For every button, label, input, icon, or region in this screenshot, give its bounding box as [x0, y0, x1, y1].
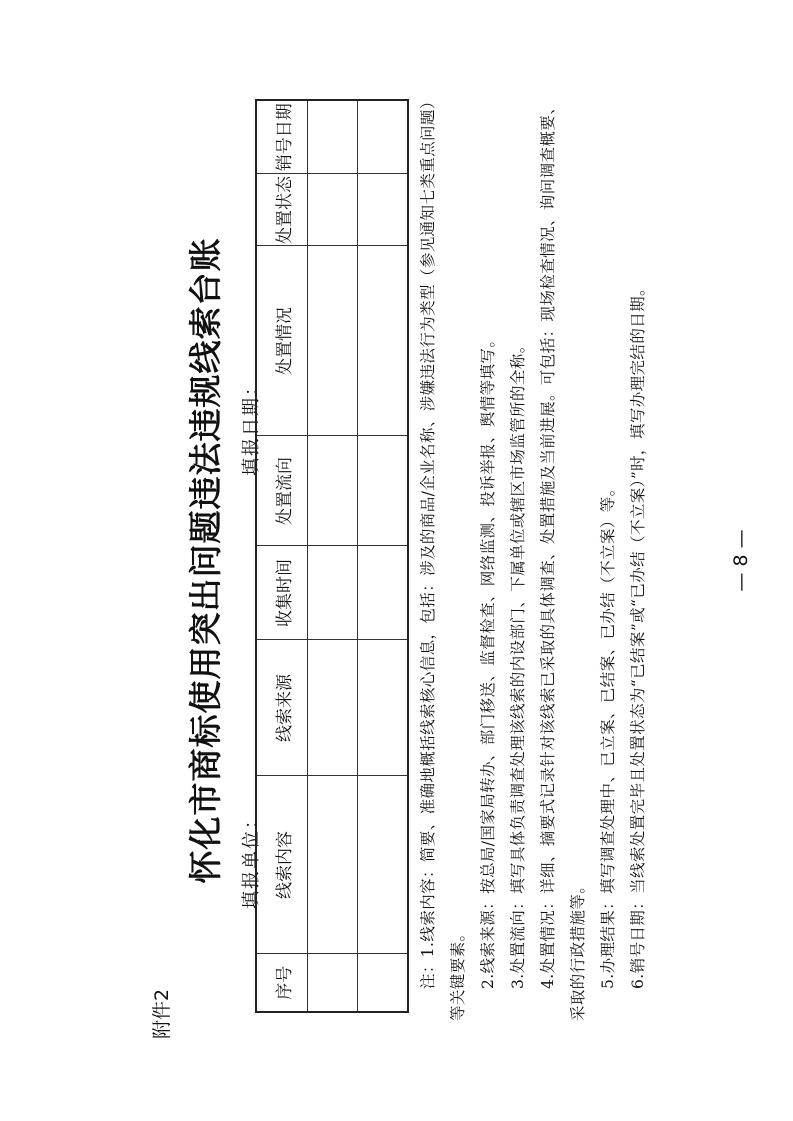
- table-row: [308, 100, 358, 1012]
- header-disposal-direction: 处置流向: [256, 436, 308, 546]
- header-clue-source: 线索来源: [256, 640, 308, 776]
- header-disposal-status: 处置状态: [256, 174, 308, 246]
- table-cell: [358, 246, 409, 436]
- table-cell: [358, 436, 409, 546]
- table-cell: [308, 546, 358, 640]
- header-disposal-situation: 处置情况: [256, 246, 308, 436]
- table-cell: [308, 776, 358, 954]
- table-cell: [308, 954, 358, 1012]
- header-collection-time: 收集时间: [256, 546, 308, 640]
- page-number: — 8 —: [730, 529, 752, 592]
- note-line: 注：1.线索内容：简要、准确地概括线索核心信息，包括：涉及的商品/企业名称、涉嫌违法行为类型（参见通知七类重点问题）: [419, 93, 437, 989]
- notes-section: [413, 93, 653, 1021]
- table-cell: [358, 776, 409, 954]
- table-cell: [358, 546, 409, 640]
- note-line: 5.办理结果：填写调查处理中、已立案、已结案、已办结（不立案）等。: [599, 480, 617, 989]
- table-cell: [308, 246, 358, 436]
- note-line: 4.处置情况：详细、摘要式记录针对该线索已采取的具体调查、处置措施及当前进展。可包括：现场检查情况、询问调查概要、: [539, 98, 557, 989]
- header-serial: 序号: [256, 954, 308, 1012]
- table-cell: [308, 174, 358, 246]
- header-closing-date: 销号日期: [256, 100, 308, 174]
- ledger-table: [255, 99, 409, 1013]
- reporting-date-label: 填报日期：: [241, 376, 262, 476]
- table-cell: [308, 100, 358, 174]
- table-cell: [358, 640, 409, 776]
- attachment-label: 附件2: [151, 988, 173, 1039]
- note-line: 6.销号日期：当线索处置完毕且处置状态为“已结案”或“已办结（不立案）”时，填写办理完结的日期。: [629, 280, 647, 989]
- note-line: 3.处置流向：填写具体负责调查处理该线索的内设部门、下属单位或辖区市场监管所的全称。: [509, 337, 527, 989]
- reporting-unit-label: 填报单位：: [241, 809, 262, 909]
- table-cell: [358, 100, 409, 174]
- document-title: 怀化市商标使用突出问题违法违规线索台账: [186, 237, 225, 884]
- table-cell: [308, 640, 358, 776]
- table-header-row: [256, 100, 308, 1012]
- table-row: [358, 100, 409, 1012]
- table-cell: [358, 174, 409, 246]
- note-line: 等关键要素。: [449, 925, 467, 1021]
- table-cell: [358, 954, 409, 1012]
- table-cell: [308, 436, 358, 546]
- header-clue-content: 线索内容: [256, 776, 308, 954]
- note-line: 采取的行政措施等。: [569, 877, 587, 1021]
- note-line: 2.线索来源：按总局/国家局转办、部门移送、监督检查、网络监测、投诉举报、舆情等填写。: [479, 331, 497, 989]
